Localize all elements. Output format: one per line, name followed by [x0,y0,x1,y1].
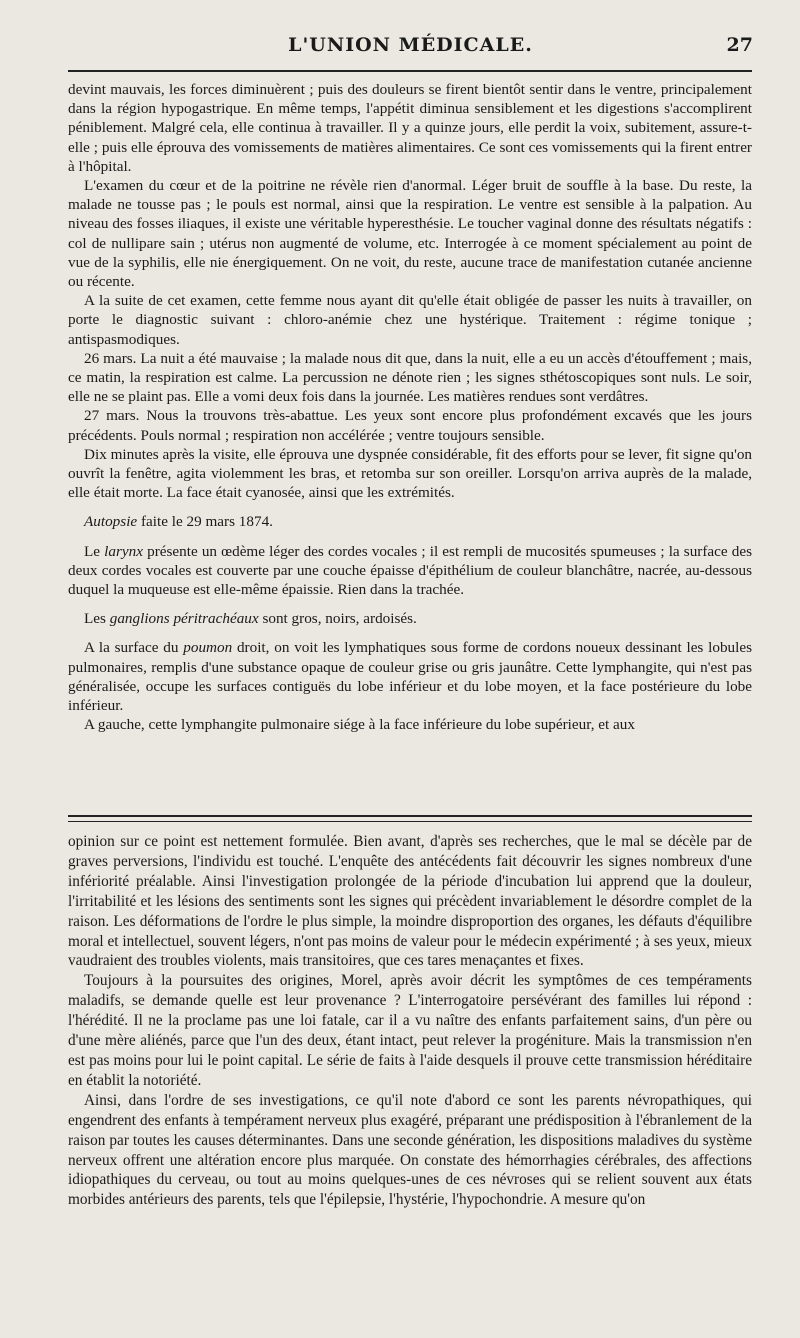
page-number: 27 [726,34,753,56]
paragraph: Les ganglions péritrachéaux sont gros, noirs, ardoisés. [84,610,417,628]
paragraph: opinion sur ce point est nettement formulée. Bien avant, d'après ses recherches, que le mal se décèle par de graves perversions, l'individu est touché. L'enquête des antécédents fait découvrir les signes nombreux d'une infériorité préalable. Ainsi l'investigation prolongée de la période d'incubation lui apprend que la douleur, l'irritabilité et les lésions des sentiments sont les signes qui précèdent invariablement le désordre complet de la raison. Les déformations de l'ordre le plus simple, la moindre disproportion des organes, les défauts d'équilibre moral et intellectuel, souvent légers, n'ont pas moins de valeur pour le médecin expérimenté ; à ses yeux, mieux vaudraient des troubles violents, mais transitoires, que ces tares menaçantes et fixes. [68,833,752,970]
paragraph: Ainsi, dans l'ordre de ses investigations, ce qu'il note d'abord ce sont les parents névropathiques, qui engendrent des enfants à tempérament nerveux plus exagéré, préparant une prédisposition à l'ébranlement de la raison par toutes les causes déterminantes. Dans une seconde génération, les dispositions maladives du système nerveux offrent une altération encore plus marquée. On constate des hémorrhagies cérébrales, des affections idiopathiques du cerveau, ou tout au moins quelques-unes de ces névroses qui se relient souvent aux états morbides antérieurs des parents, tels que l'épilepsie, l'hystérie, l'hypochondrie. A mesure qu'on [68,1091,752,1209]
paragraph: L'examen du cœur et de la poitrine ne révèle rien d'anormal. Léger bruit de souffle à la base. Du reste, la malade ne tousse pas ; le pouls est normal, ainsi que la respiration. Le ventre est sensible à la palpation. Au niveau des fosses iliaques, il existe une véritable hyperesthésie. Le toucher vaginal donne des résultats négatifs : col de nullipare sain ; utérus non augmenté de volume, etc. Interrogée à ce moment spécialement au point de vue de la syphilis, elle nie énergiquement. On ne voit, du reste, aucune trace de manifestation cutanée ancienne ou récente. [68,177,752,291]
feuilleton-section [68,832,752,1210]
feuilleton-rule-thin [68,821,752,822]
paragraph: Dix minutes après la visite, elle éprouva une dyspnée considérable, fit des efforts pour se lever, fit signe qu'on ouvrît la fenêtre, agita violemment les bras, et retomba sur son oreiller. Lorsqu'on arriva auprès de la malade, elle était morte. La face était cyanosée, ainsi que les extrémités. [68,445,752,502]
paragraph: A la suite de cet examen, cette femme nous ayant dit qu'elle était obligée de passer les nuits à travailler, on porte le diagnostic suivant : chloro-anémie chez une hystérique. Traitement : régime tonique ; antispasmodiques. [68,292,752,348]
paragraph: A la surface du poumon droit, on voit les lymphatiques sous forme de cordons noueux dessinant les lobules pulmonaires, remplis d'une substance opaque de couleur grise ou gris jaunâtre. Cette lymphangite, qui n'est pas généralisée, occupe les surfaces contiguës du lobe inférieur et du lobe moyen, et la face postérieure du lobe inférieur. [68,639,752,715]
running-header [68,30,753,64]
paragraph: 26 mars. La nuit a été mauvaise ; la malade nous dit que, dans la nuit, elle a eu un accès d'étouffement ; mais, ce matin, la respiration est calme. La percussion ne dénote rien ; les signes sthétoscopiques sont nuls. Le soir, elle ne se plaint pas. Elle a vomi deux fois dans la journée. Les matières rendues sont verdâtres. [68,349,752,406]
case-report-section [68,80,752,735]
paragraph: 27 mars. Nous la trouvons très-abattue. Les yeux sont encore plus profondément excavés que les jours précédents. Pouls normal ; respiration non accélérée ; ventre toujours sensible. [68,407,752,444]
autopsy-heading: Autopsie faite le 29 mars 1874. [84,513,273,531]
paragraph: Le larynx présente un œdème léger des cordes vocales ; il est rempli de mucosités spumeuses ; la surface des deux cordes vocales est couverte par une couche épaisse d'épithélium de couleur blanchâtre, nacrée, au-dessous duquel la muqueuse est elle-même épaissie. Rien dans la trachée. [68,542,752,599]
feuilleton-rule [68,815,752,817]
journal-title: L'UNION MÉDICALE. [288,34,533,56]
paragraph: Toujours à la poursuites des origines, Morel, après avoir décrit les symptômes de ces tempéraments maladifs, se demande quelle est leur provenance ? L'interrogatoire persévérant des familles lui répond : l'hérédité. Il ne la proclame pas une loi fatale, car il a vu naître des enfants parfaitement sains, d'un père ou d'une mère aliénés, parce que l'un des deux, étant intact, peut relever la progéniture. Mais la transmission n'en est pas moins pour lui le point capital. Le série de faits à l'aide desquels il prouve cette transmission héréditaire en établit la notoriété. [68,972,752,1089]
paragraph: devint mauvais, les forces diminuèrent ; puis des douleurs se firent bientôt sentir dans le ventre, principalement dans la région hypogastrique. En même temps, l'appétit diminua sensiblement et les digestions s'accomplirent péniblement. Malgré cela, elle continua à travailler. Il y a quinze jours, elle perdit la voix, subitement, assure-t-elle ; puis elle éprouva des vomissements de matières alimentaires. Ce sont ces vomissements qui la firent entrer à l'hôpital. [68,81,752,175]
paragraph: A gauche, cette lymphangite pulmonaire siége à la face inférieure du lobe supérieur, et aux [84,716,635,734]
header-rule [68,70,752,72]
